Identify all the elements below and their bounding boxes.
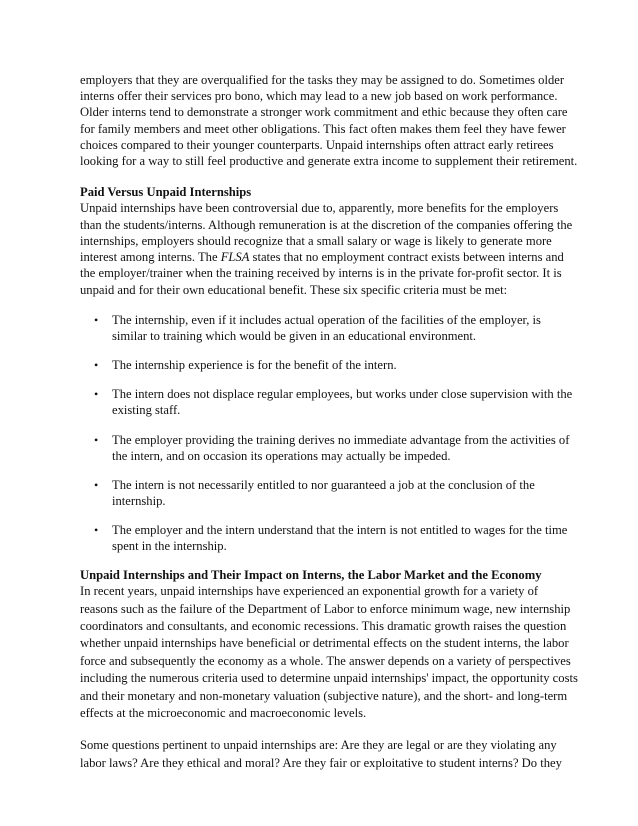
bullet-icon: • <box>94 387 99 402</box>
list-item-text: The employer and the intern understand that the intern is not entitled to wages for the time spent in the internship. <box>112 522 568 553</box>
paragraph-text-part: Unpaid internships have been controversial due to, apparently, more benefits for the employers than the students/interns. Although remuneration is at the discretion of the companies offering the internships, employers should recognize that a small salary or wage is likely to generate more interest among interns. The <box>80 201 573 265</box>
list-item <box>80 477 578 509</box>
list-item-text: The internship experience is for the benefit of the intern. <box>112 358 397 373</box>
paragraph-recent-growth: In recent years, unpaid internships have experienced an exponential growth for a variety of reasons such as the failure of the Department of Labor to enforce minimum wage, new internship coordinators and consultants, and economic recessions. This dramatic growth raises the question whether unpaid internships have beneficial or detrimental effects on the student interns, the labor force and subsequently the economy as a whole. The answer depends on a variety of perspectives including the numerous criteria used to determine unpaid internships' impact, the opportunity costs and their monetary and non-monetary valuation (subjective nature), and the short- and long-term effects at the microeconomic and macroeconomic levels. <box>80 584 578 720</box>
list-item <box>80 386 578 418</box>
bullet-icon: • <box>94 477 99 492</box>
flsa-italic-term: FLSA <box>220 250 250 265</box>
paragraph-older-interns: employers that they are overqualified for the tasks they may be assigned to do. Sometimes older interns offer their services pro bono, which may lead to a new job based on work performance. Older interns tend to demonstrate a stronger work commitment and ethic because they often care for family members and meet other obligations. This fact often makes them feel they have fewer choices compared to their younger counterparts. Unpaid internships often attract early retirees looking for a way to still feel productive and generate extra income to supplement their retirement. <box>80 73 578 169</box>
list-item-text: The intern does not displace regular employees, but works under close supervision with the existing staff. <box>112 387 573 418</box>
list-item-text: The internship, even if it includes actual operation of the facilities of the employer, is similar to training which would be given in an educational environment. <box>112 313 541 343</box>
list-item-text: The intern is not necessarily entitled to nor guaranteed a job at the conclusion of the internship. <box>112 477 535 508</box>
bullet-icon: • <box>94 432 99 447</box>
paragraph-text-part: states that no employment contract exists between interns and the employer/trainer when the training received by interns is in the private for-profit sector. It is unpaid and for their own educational benefit. These six specific criteria must be met: <box>80 250 564 297</box>
criteria-list <box>80 312 578 554</box>
bullet-icon: • <box>94 313 99 327</box>
list-item <box>80 432 578 464</box>
list-item <box>80 357 578 373</box>
bullet-icon: • <box>94 522 99 537</box>
paragraph-unpaid-controversy <box>80 200 578 298</box>
bullet-icon: • <box>94 358 99 373</box>
paragraph-questions: Some questions pertinent to unpaid internships are: Are they are legal or are they violating any labor laws? Are they ethical and moral? Are they fair or exploitative to student interns? Do they <box>80 738 562 771</box>
list-item <box>80 522 578 554</box>
list-item <box>80 312 578 344</box>
section-heading-paid-vs-unpaid: Paid Versus Unpaid Internships <box>80 185 252 200</box>
list-item-text: The employer providing the training derives no immediate advantage from the activities of the intern, and on occasion its operations may actually be impeded. <box>112 432 570 463</box>
section-heading-impact: Unpaid Internships and Their Impact on Interns, the Labor Market and the Economy <box>80 568 542 583</box>
